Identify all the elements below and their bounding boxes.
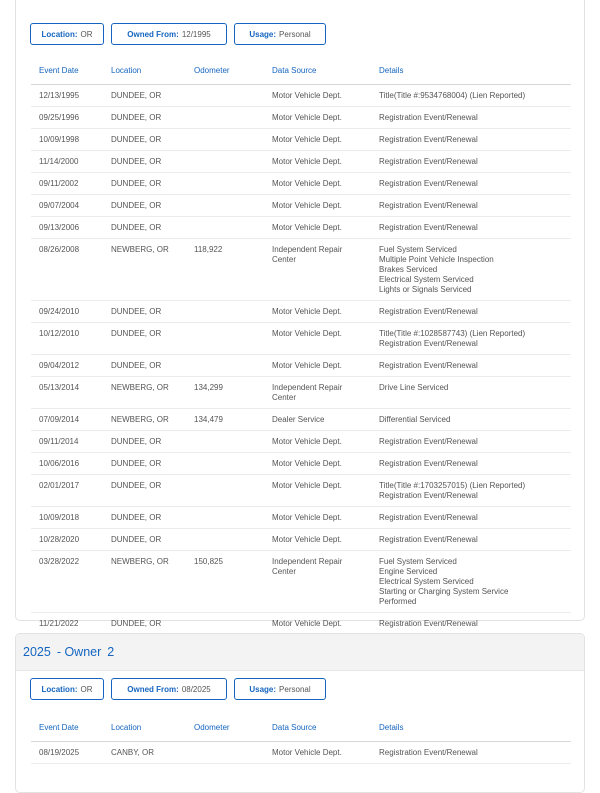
table-row xyxy=(31,195,571,217)
column-header: Odometer xyxy=(194,714,272,742)
location-cell: DUNDEE, OR xyxy=(111,301,194,323)
data-source-line: Motor Vehicle Dept. xyxy=(272,535,342,544)
details-line: Registration Event/Renewal xyxy=(379,748,478,757)
data-source-cell xyxy=(272,507,379,529)
event-date-cell: 11/21/2022 xyxy=(31,613,111,635)
details-line: Registration Event/Renewal xyxy=(379,361,478,370)
location-cell: DUNDEE, OR xyxy=(111,475,194,507)
odometer-cell xyxy=(194,129,272,151)
data-source-cell xyxy=(272,239,379,301)
location-cell: DUNDEE, OR xyxy=(111,355,194,377)
data-source-line: Motor Vehicle Dept. xyxy=(272,201,342,210)
details-cell xyxy=(379,377,571,409)
event-date-cell: 08/26/2008 xyxy=(31,239,111,301)
column-header: Location xyxy=(111,714,194,742)
table-row xyxy=(31,551,571,613)
details-cell xyxy=(379,431,571,453)
location-cell: NEWBERG, OR xyxy=(111,551,194,613)
odometer-cell xyxy=(194,613,272,635)
details-cell xyxy=(379,151,571,173)
location-cell: DUNDEE, OR xyxy=(111,217,194,239)
details-cell xyxy=(379,85,571,107)
location-cell: DUNDEE, OR xyxy=(111,173,194,195)
details-cell xyxy=(379,107,571,129)
details-line: Registration Event/Renewal xyxy=(379,113,478,122)
details-line: Title(Title #:1703257015) (Lien Reported) xyxy=(379,481,526,490)
details-line: Registration Event/Renewal xyxy=(379,223,478,232)
event-date-cell: 09/25/1996 xyxy=(31,107,111,129)
table-row xyxy=(31,355,571,377)
data-source-line: Center xyxy=(272,393,297,402)
location-chip[interactable]: Location: OR xyxy=(30,23,104,45)
details-cell xyxy=(379,409,571,431)
table-row xyxy=(31,453,571,475)
table-header-row xyxy=(31,57,571,85)
table-row xyxy=(31,129,571,151)
details-cell xyxy=(379,301,571,323)
owner-2-header xyxy=(16,634,584,671)
details-cell xyxy=(379,129,571,151)
usage-chip[interactable]: Usage: Personal xyxy=(234,23,326,45)
table-row xyxy=(31,151,571,173)
details-cell xyxy=(379,195,571,217)
odometer-cell: 134,479 xyxy=(194,409,272,431)
event-date-cell: 02/01/2017 xyxy=(31,475,111,507)
data-source-cell xyxy=(272,551,379,613)
data-source-cell xyxy=(272,129,379,151)
odometer-cell xyxy=(194,507,272,529)
column-header: Location xyxy=(111,57,194,85)
details-cell xyxy=(379,613,571,635)
owner-2-history-table xyxy=(31,714,571,764)
event-date-cell: 03/28/2022 xyxy=(31,551,111,613)
details-line: Registration Event/Renewal xyxy=(379,535,478,544)
event-date-cell: 09/24/2010 xyxy=(31,301,111,323)
event-date-cell: 09/11/2002 xyxy=(31,173,111,195)
odometer-cell: 118,922 xyxy=(194,239,272,301)
details-line: Registration Event/Renewal xyxy=(379,135,478,144)
location-cell: NEWBERG, OR xyxy=(111,377,194,409)
location-cell: DUNDEE, OR xyxy=(111,323,194,355)
odometer-cell xyxy=(194,173,272,195)
column-header: Details xyxy=(379,57,571,85)
table-row xyxy=(31,431,571,453)
details-cell xyxy=(379,551,571,613)
data-source-line: Motor Vehicle Dept. xyxy=(272,307,342,316)
data-source-cell xyxy=(272,409,379,431)
details-line: Registration Event/Renewal xyxy=(379,491,478,500)
details-cell xyxy=(379,742,571,764)
details-cell xyxy=(379,453,571,475)
odometer-cell xyxy=(194,453,272,475)
usage-chip[interactable]: Usage: Personal xyxy=(234,678,326,700)
table-row xyxy=(31,301,571,323)
owner-number: 2 xyxy=(107,645,115,659)
details-line: Registration Event/Renewal xyxy=(379,459,478,468)
details-cell xyxy=(379,173,571,195)
data-source-cell xyxy=(272,195,379,217)
data-source-cell xyxy=(272,107,379,129)
data-source-cell xyxy=(272,301,379,323)
event-date-cell: 12/13/1995 xyxy=(31,85,111,107)
data-source-cell xyxy=(272,323,379,355)
details-line: Registration Event/Renewal xyxy=(379,179,478,188)
table-row xyxy=(31,377,571,409)
data-source-line: Independent Repair xyxy=(272,383,343,392)
details-cell xyxy=(379,323,571,355)
table-header-row xyxy=(31,714,571,742)
table-row xyxy=(31,217,571,239)
owned-from-chip[interactable]: Owned From: 08/2025 xyxy=(111,678,227,700)
odometer-cell xyxy=(194,323,272,355)
data-source-line: Dealer Service xyxy=(272,415,325,424)
details-line: Differential Serviced xyxy=(379,415,451,424)
odometer-cell: 150,825 xyxy=(194,551,272,613)
column-header: Data Source xyxy=(272,57,379,85)
event-date-cell: 10/06/2016 xyxy=(31,453,111,475)
event-date-cell: 11/14/2000 xyxy=(31,151,111,173)
data-source-line: Motor Vehicle Dept. xyxy=(272,179,342,188)
location-cell: NEWBERG, OR xyxy=(111,409,194,431)
table-row xyxy=(31,475,571,507)
details-line: Fuel System Serviced xyxy=(379,245,457,254)
data-source-line: Independent Repair xyxy=(272,245,343,254)
table-row xyxy=(31,323,571,355)
details-line: Multiple Point Vehicle Inspection xyxy=(379,255,494,264)
odometer-cell xyxy=(194,195,272,217)
table-row xyxy=(31,173,571,195)
data-source-line: Motor Vehicle Dept. xyxy=(272,157,342,166)
table-row xyxy=(31,409,571,431)
location-cell: DUNDEE, OR xyxy=(111,453,194,475)
table-row xyxy=(31,85,571,107)
column-header: Details xyxy=(379,714,571,742)
column-header: Event Date xyxy=(31,57,111,85)
location-cell: DUNDEE, OR xyxy=(111,85,194,107)
data-source-line: Motor Vehicle Dept. xyxy=(272,135,342,144)
table-row xyxy=(31,742,571,764)
owner-label: - Owner xyxy=(56,645,102,659)
data-source-cell xyxy=(272,377,379,409)
table-row xyxy=(31,107,571,129)
details-cell xyxy=(379,355,571,377)
data-source-line: Motor Vehicle Dept. xyxy=(272,361,342,370)
owner-1-chips xyxy=(30,23,326,45)
data-source-line: Motor Vehicle Dept. xyxy=(272,91,342,100)
event-date-cell: 10/28/2020 xyxy=(31,529,111,551)
data-source-cell xyxy=(272,475,379,507)
location-cell: DUNDEE, OR xyxy=(111,107,194,129)
location-cell: DUNDEE, OR xyxy=(111,507,194,529)
data-source-line: Center xyxy=(272,567,297,576)
owned-from-chip[interactable]: Owned From: 12/1995 xyxy=(111,23,227,45)
details-line: Title(Title #:1028587743) (Lien Reported) xyxy=(379,329,526,338)
details-line: Registration Event/Renewal xyxy=(379,307,478,316)
data-source-cell xyxy=(272,355,379,377)
details-cell xyxy=(379,239,571,301)
details-line: Electrical System Serviced xyxy=(379,275,474,284)
odometer-cell xyxy=(194,742,272,764)
event-date-cell: 09/07/2004 xyxy=(31,195,111,217)
owner-1-history-table xyxy=(31,57,571,635)
data-source-cell xyxy=(272,85,379,107)
data-source-cell xyxy=(272,742,379,764)
details-line: Registration Event/Renewal xyxy=(379,157,478,166)
event-date-cell: 10/09/1998 xyxy=(31,129,111,151)
owner-year: 2025 xyxy=(23,645,51,659)
location-cell: DUNDEE, OR xyxy=(111,151,194,173)
data-source-line: Motor Vehicle Dept. xyxy=(272,513,342,522)
table-row xyxy=(31,613,571,635)
event-date-cell: 08/19/2025 xyxy=(31,742,111,764)
details-line: Registration Event/Renewal xyxy=(379,619,478,628)
odometer-cell xyxy=(194,355,272,377)
column-header: Data Source xyxy=(272,714,379,742)
odometer-cell xyxy=(194,151,272,173)
location-cell: CANBY, OR xyxy=(111,742,194,764)
owner-2-card xyxy=(15,633,585,793)
details-line: Fuel System Serviced xyxy=(379,557,457,566)
data-source-line: Motor Vehicle Dept. xyxy=(272,437,342,446)
location-cell: DUNDEE, OR xyxy=(111,613,194,635)
event-date-cell: 07/09/2014 xyxy=(31,409,111,431)
odometer-cell xyxy=(194,529,272,551)
odometer-cell xyxy=(194,217,272,239)
details-line: Registration Event/Renewal xyxy=(379,513,478,522)
odometer-cell: 134,299 xyxy=(194,377,272,409)
data-source-line: Motor Vehicle Dept. xyxy=(272,748,342,757)
data-source-cell xyxy=(272,431,379,453)
data-source-cell xyxy=(272,529,379,551)
details-cell xyxy=(379,529,571,551)
location-cell: DUNDEE, OR xyxy=(111,431,194,453)
data-source-cell xyxy=(272,453,379,475)
event-date-cell: 09/04/2012 xyxy=(31,355,111,377)
details-line: Registration Event/Renewal xyxy=(379,339,478,348)
data-source-line: Motor Vehicle Dept. xyxy=(272,481,342,490)
details-line: Brakes Serviced xyxy=(379,265,438,274)
details-line: Drive Line Serviced xyxy=(379,383,449,392)
details-line: Registration Event/Renewal xyxy=(379,437,478,446)
location-cell: DUNDEE, OR xyxy=(111,529,194,551)
column-header: Event Date xyxy=(31,714,111,742)
details-cell xyxy=(379,475,571,507)
data-source-line: Independent Repair xyxy=(272,557,343,566)
odometer-cell xyxy=(194,431,272,453)
event-date-cell: 09/11/2014 xyxy=(31,431,111,453)
details-cell xyxy=(379,217,571,239)
data-source-line: Motor Vehicle Dept. xyxy=(272,223,342,232)
data-source-line: Motor Vehicle Dept. xyxy=(272,619,342,628)
data-source-cell xyxy=(272,613,379,635)
location-cell: DUNDEE, OR xyxy=(111,195,194,217)
data-source-cell xyxy=(272,217,379,239)
event-date-cell: 05/13/2014 xyxy=(31,377,111,409)
table-row xyxy=(31,239,571,301)
details-cell xyxy=(379,507,571,529)
location-cell: DUNDEE, OR xyxy=(111,129,194,151)
location-chip[interactable]: Location: OR xyxy=(30,678,104,700)
table-row xyxy=(31,529,571,551)
event-date-cell: 10/12/2010 xyxy=(31,323,111,355)
odometer-cell xyxy=(194,475,272,507)
details-line: Starting or Charging System Service xyxy=(379,587,509,596)
details-line: Title(Title #:9534768004) (Lien Reported) xyxy=(379,91,526,100)
event-date-cell: 09/13/2006 xyxy=(31,217,111,239)
data-source-line: Center xyxy=(272,255,297,264)
data-source-line: Motor Vehicle Dept. xyxy=(272,113,342,122)
table-row xyxy=(31,507,571,529)
column-header: Odometer xyxy=(194,57,272,85)
odometer-cell xyxy=(194,107,272,129)
details-line: Engine Serviced xyxy=(379,567,438,576)
odometer-cell xyxy=(194,301,272,323)
details-line: Performed xyxy=(379,597,417,606)
data-source-line: Motor Vehicle Dept. xyxy=(272,459,342,468)
data-source-cell xyxy=(272,173,379,195)
details-line: Electrical System Serviced xyxy=(379,577,474,586)
odometer-cell xyxy=(194,85,272,107)
data-source-cell xyxy=(272,151,379,173)
details-line: Lights or Signals Serviced xyxy=(379,285,472,294)
details-line: Registration Event/Renewal xyxy=(379,201,478,210)
owner-2-chips xyxy=(30,678,326,700)
data-source-line: Motor Vehicle Dept. xyxy=(272,329,342,338)
location-cell: NEWBERG, OR xyxy=(111,239,194,301)
event-date-cell: 10/09/2018 xyxy=(31,507,111,529)
